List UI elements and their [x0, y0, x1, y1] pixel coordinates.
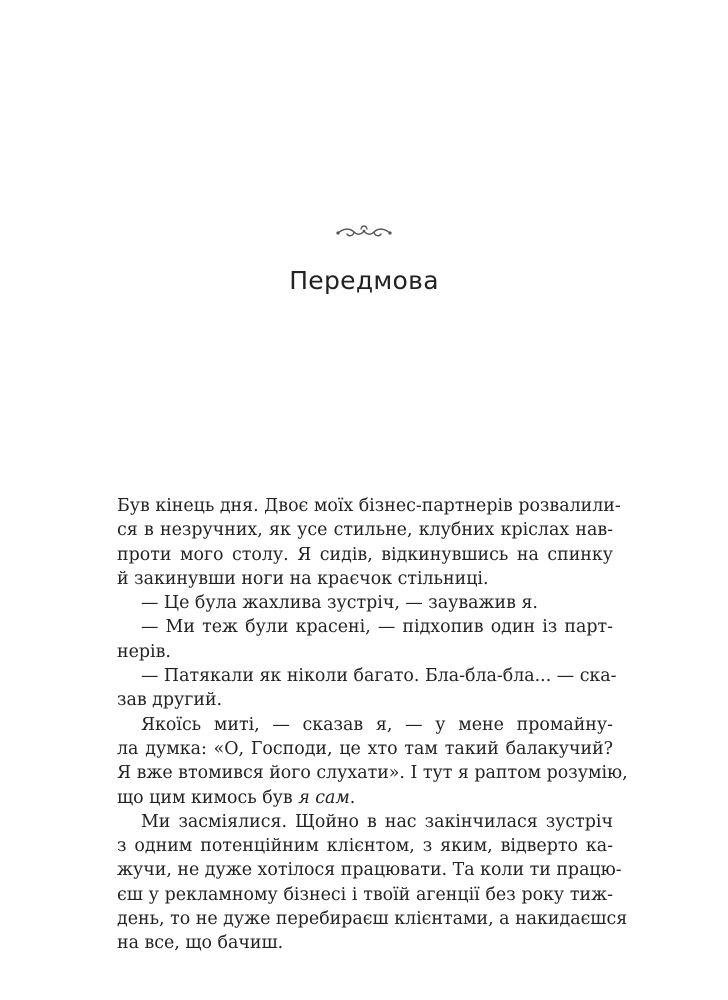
text-line: з одним потенційним клієнтом, з яким, відверто ка- [117, 836, 613, 857]
text-line: єш у рекламному бізнесі і твоїй агенції без року тиж- [117, 884, 613, 905]
text-line: ла думка: «О, Господи, це хто там такий балакучий? [117, 738, 613, 759]
text-line: нерів. [117, 641, 171, 662]
text-line: — Ми теж були красені, — підхопив один із парт- [141, 617, 613, 638]
chapter-title: Передмова [289, 266, 439, 295]
text-line: день, то не дуже перебираєш клієнтами, а накидаєшся [117, 909, 628, 930]
text-line [117, 786, 613, 810]
flourish-ornament-icon [334, 220, 394, 242]
text-line: Був кінець дня. Двоє моїх бізнес-партнерів розвалили- [117, 496, 621, 516]
text-line: й закинувши ноги на краєчок стільниці. [117, 568, 489, 589]
text-line: проти мого столу. Я сидів, відкинувшись на спинку [117, 544, 613, 565]
text-line: — Це була жахлива зустріч, — зауважив я. [141, 593, 538, 614]
text-segment: . [349, 787, 356, 808]
text-line: на все, що бачиш. [117, 933, 284, 954]
text-line: ся в незручних, як усе стильне, клубних кріслах нав- [117, 520, 613, 541]
text-segment: що цим кимось був [117, 787, 299, 808]
text-line: Я вже втомився його слухати». І тут я раптом розумію, [117, 763, 628, 784]
text-line: зав другий. [117, 690, 223, 711]
emphasis-text: я сам [298, 787, 350, 808]
body-text [117, 494, 628, 956]
text-line: жучи, не дуже хотілося працювати. Та коли ти працю- [117, 860, 622, 881]
text-line: — Патякали як ніколи багато. Бла-бла-бла... — ска- [141, 666, 617, 687]
text-line: Якоїсь миті, — сказав я, — у мене промайну- [141, 714, 613, 735]
text-line: Ми засміялися. Щойно в нас закінчилася зустріч [141, 811, 613, 832]
